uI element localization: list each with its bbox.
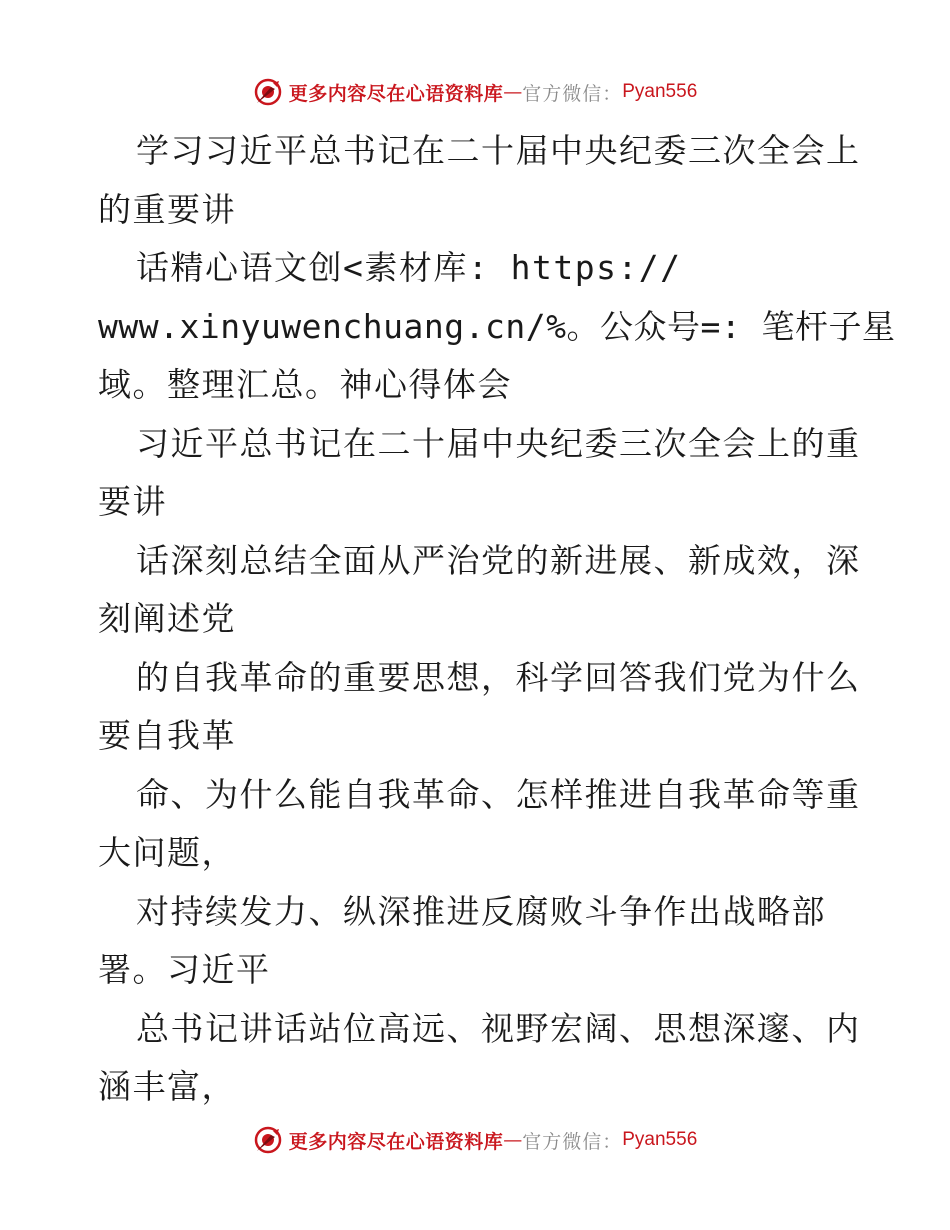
text-line: 的自我革命的重要思想，科学回答我们党为什么 [136, 657, 861, 697]
text-line: 命、为什么能自我革命、怎样推进自我革命等重 [136, 774, 861, 814]
banner-main-text: 更多内容尽在心语资料库 [288, 82, 504, 105]
text-line: www.xinyuwenchuang.cn/%。公众号=: 笔杆子星 [98, 306, 896, 346]
text-line: 的重要讲 [98, 189, 236, 229]
banner-wechat-label: 官方微信： [522, 1130, 623, 1153]
text-line: 对持续发力、纵深推进反腐败斗争作出战略部 [136, 891, 826, 931]
banner-dash: — [503, 81, 523, 103]
text-line: 涵丰富， [98, 1067, 236, 1106]
text-line: 习近平总书记在二十届中央纪委三次全会上的重 [136, 423, 861, 463]
banner-wechat-label: 官方微信： [522, 82, 623, 105]
text-line: 要讲 [98, 482, 167, 521]
header-banner [0, 72, 950, 112]
footer-banner [0, 1120, 950, 1160]
banner-dash: — [503, 1129, 523, 1151]
text-line: 总书记讲话站位高远、视野宏阔、思想深邃、内 [136, 1008, 861, 1048]
text-line: 域。整理汇总。神心得体会 [98, 365, 512, 404]
text-line: 话精心语文创<素材库: https:// [136, 248, 682, 287]
banner-wechat-id: Pyan556 [622, 81, 698, 102]
text-line: 话深刻总结全面从严治党的新进展、新成效，深 [136, 540, 861, 580]
text-line: 要自我革 [98, 716, 236, 755]
text-line: 大问题， [98, 833, 236, 872]
text-line: 署。习近平 [98, 950, 271, 989]
logo-icon [253, 1125, 283, 1155]
text-line: 刻阐述党 [98, 599, 236, 638]
logo-icon [253, 77, 283, 107]
banner-wechat-id: Pyan556 [622, 1129, 698, 1150]
banner-main-text: 更多内容尽在心语资料库 [288, 1130, 504, 1153]
text-line: 学习习近平总书记在二十届中央纪委三次全会上 [136, 131, 861, 170]
document-body [98, 122, 896, 1117]
